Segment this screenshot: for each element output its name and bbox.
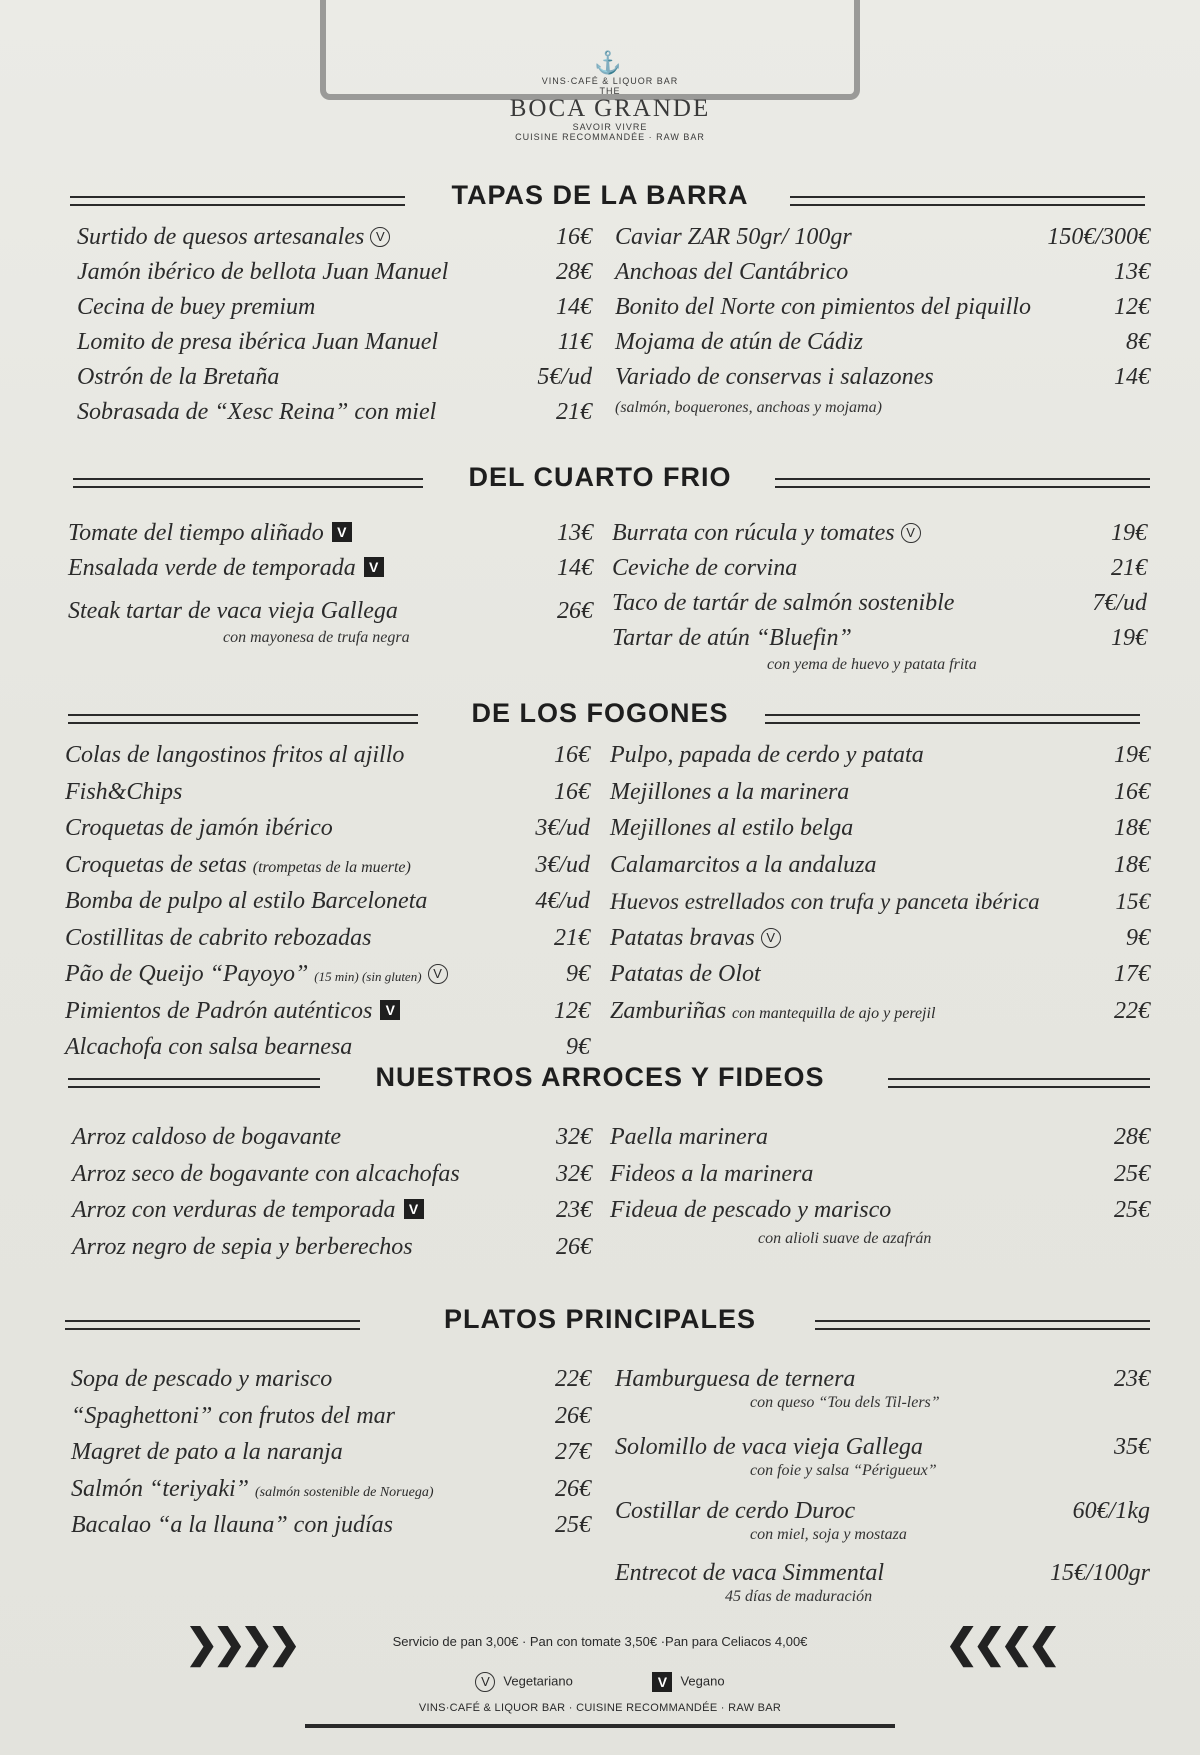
item-price: 23€: [1114, 1366, 1150, 1392]
section-title: PLATOS PRINCIPALES: [443, 1304, 757, 1334]
section-arroces: [0, 1058, 1200, 1260]
item-note: con mayonesa de trufa negra: [223, 629, 410, 646]
item-price: 9€: [566, 961, 590, 987]
menu-item: Costillar de cerdo Duroc 60€/1kg: [615, 1494, 1150, 1526]
section-title: DEL CUARTO FRIO: [468, 462, 732, 492]
column-right: [615, 1362, 1150, 1608]
menu-item: Steak tartar de vaca vieja Gallega 26€: [68, 594, 593, 629]
item-price: 19€: [1114, 742, 1150, 768]
footer-tagline: VINS·CAFÉ & LIQUOR BAR · CUISINE RECOMMANDÉE · RAW BAR: [418, 1702, 782, 1714]
item-price: 18€: [1114, 815, 1150, 841]
logo-motto: SAVOIR VIVRE: [572, 122, 648, 132]
item-price: 19€: [1111, 625, 1147, 651]
item-price: 22€: [555, 1366, 591, 1392]
header-rule-right: [775, 478, 1150, 488]
menu-item: Ostrón de la Bretaña 5€/ud: [77, 360, 592, 395]
footer-rule: [305, 1724, 895, 1728]
item-price: 14€: [556, 294, 592, 320]
menu-item: Magret de pato a la naranja 27€: [71, 1435, 591, 1472]
column-right: [610, 738, 1150, 1030]
menu-item: “Spaghettoni” con frutos del mar 26€: [71, 1399, 591, 1436]
section-header: [0, 1300, 1200, 1344]
column-left: [77, 220, 592, 430]
menu-item: Arroz caldoso de bogavante 32€: [72, 1120, 592, 1157]
item-price: 7€/ud: [1092, 590, 1147, 616]
menu-item: Ensalada verde de temporada V 14€: [68, 551, 593, 586]
bread-service: Servicio de pan 3,00€ · Pan con tomate 3,50€ ·Pan para Celiacos 4,00€: [392, 1634, 808, 1649]
vegan-icon: V: [404, 1199, 424, 1219]
menu-item: Croquetas de jamón ibérico 3€/ud: [65, 811, 590, 848]
item-price: 13€: [557, 520, 593, 546]
section-principales: [0, 1300, 1200, 1605]
vegetarian-icon: V: [428, 964, 448, 984]
menu-item: Patatas bravas V 9€: [610, 921, 1150, 958]
item-price: 25€: [1114, 1160, 1150, 1187]
item-price: 4€/ud: [535, 888, 590, 914]
item-note: (salmón, boquerones, anchoas y mojama): [615, 399, 882, 416]
menu-item: Hamburguesa de ternera 23€: [615, 1362, 1150, 1394]
menu-item: Arroz negro de sepia y berberechos 26€: [72, 1230, 592, 1267]
item-price: 27€: [555, 1439, 591, 1465]
item-price: 26€: [555, 1475, 591, 1502]
item-price: 8€: [1126, 329, 1150, 355]
item-price: 25€: [555, 1512, 591, 1538]
menu-item: Sopa de pescado y marisco 22€: [71, 1362, 591, 1399]
column-left: [65, 738, 590, 1067]
menu-item: Ceviche de corvina 21€: [612, 551, 1147, 586]
item-price: 18€: [1114, 851, 1150, 878]
arrow-left-icon: ❮❮❮❮: [945, 1621, 1056, 1666]
item-note: con miel, soja y mostaza: [750, 1526, 907, 1543]
menu-item: Burrata con rúcula y tomates V 19€: [612, 516, 1147, 551]
item-price: 32€: [556, 1124, 592, 1150]
item-price: 25€: [1114, 1197, 1150, 1223]
menu-item: Surtido de quesos artesanales V 16€: [77, 220, 592, 255]
menu-item: Bonito del Norte con pimientos del piquillo 12€: [615, 290, 1150, 325]
menu-item: Variado de conservas i salazones 14€: [615, 360, 1150, 395]
header-rule-right: [790, 196, 1145, 206]
item-price: 14€: [557, 555, 593, 581]
menu-item: Sobrasada de “Xesc Reina” con miel 21€: [77, 395, 592, 430]
menu-item: Taco de tartár de salmón sostenible 7€/ud: [612, 586, 1147, 621]
item-note: con queso “Tou dels Til-lers”: [750, 1394, 940, 1411]
menu-item: Huevos estrellados con trufa y panceta ibérica 15€: [610, 884, 1150, 921]
item-price: 16€: [556, 224, 592, 250]
section-title: TAPAS DE LA BARRA: [451, 180, 749, 210]
item-price: 32€: [556, 1160, 592, 1187]
column-right: [615, 220, 1150, 419]
header-rule-right: [888, 1078, 1150, 1088]
menu-item: Pulpo, papada de cerdo y patata 19€: [610, 738, 1150, 775]
section-title: NUESTROS ARROCES Y FIDEOS: [375, 1062, 825, 1092]
section-fogones: [0, 694, 1200, 1060]
column-right: [610, 1120, 1150, 1250]
vegetarian-icon: V: [761, 928, 781, 948]
vegetarian-icon: V: [370, 227, 390, 247]
item-price: 17€: [1114, 961, 1150, 987]
section-title: DE LOS FOGONES: [471, 698, 729, 728]
item-price: 15€: [1115, 889, 1150, 914]
menu-item: Bomba de pulpo al estilo Barceloneta 4€/ud: [65, 884, 590, 921]
item-price: 28€: [556, 259, 592, 285]
item-price: 150€/300€: [1047, 224, 1150, 250]
item-price: 11€: [557, 329, 592, 355]
restaurant-logo: [480, 50, 740, 142]
column-right: [612, 516, 1147, 676]
header-rule-right: [815, 1320, 1150, 1330]
menu-item: Anchoas del Cantábrico 13€: [615, 255, 1150, 290]
section-header: [0, 1058, 1200, 1102]
menu-item: Croquetas de setas (trompetas de la muerte) 3€/ud: [65, 848, 590, 885]
item-price: 12€: [1114, 294, 1150, 320]
legend-vegan: V Vegano: [652, 1672, 724, 1692]
menu-item: Mojama de atún de Cádiz 8€: [615, 325, 1150, 360]
diet-legend: [0, 1672, 1200, 1692]
item-note: con yema de huevo y patata frita: [767, 656, 977, 673]
logo-article: THE: [599, 86, 621, 96]
section-header: [0, 458, 1200, 502]
vegan-icon: V: [380, 1000, 400, 1020]
logo-top-text: VINS·CAFÉ & LIQUOR BAR: [541, 76, 679, 86]
menu-item: Salmón “teriyaki” (salmón sostenible de Noruega) 26€: [71, 1472, 591, 1509]
menu-item: Fideos a la marinera 25€: [610, 1157, 1150, 1194]
menu-item: Costillitas de cabrito rebozadas 21€: [65, 921, 590, 958]
item-note: 45 días de maduración: [725, 1588, 873, 1605]
vegan-icon: V: [652, 1672, 672, 1692]
item-price: 35€: [1114, 1434, 1150, 1460]
item-price: 9€: [566, 1034, 590, 1060]
menu-item: Tartar de atún “Bluefin” 19€: [612, 621, 1147, 656]
menu-item: Solomillo de vaca vieja Gallega 35€: [615, 1430, 1150, 1462]
item-price: 14€: [1114, 364, 1150, 390]
menu-item: Zamburiñas con mantequilla de ajo y perejil 22€: [610, 994, 1150, 1031]
menu-item: Arroz seco de bogavante con alcachofas 32€: [72, 1157, 592, 1194]
vegetarian-icon: V: [475, 1672, 495, 1692]
item-price: 21€: [1111, 555, 1147, 581]
item-price: 16€: [554, 778, 590, 805]
item-price: 26€: [555, 1402, 591, 1429]
menu-item: Mejillones al estilo belga 18€: [610, 811, 1150, 848]
vegan-icon: V: [364, 557, 384, 577]
menu-item: Entrecot de vaca Simmental 15€/100gr: [615, 1556, 1150, 1588]
item-price: 26€: [556, 1233, 592, 1260]
menu-item: Patatas de Olot 17€: [610, 957, 1150, 994]
menu-item: Tomate del tiempo aliñado V 13€: [68, 516, 593, 551]
item-price: 5€/ud: [537, 364, 592, 390]
menu-item: Alcachofa con salsa bearnesa 9€: [65, 1030, 590, 1067]
logo-brand: BOCA GRANDE: [509, 95, 711, 122]
menu-item: Mejillones a la marinera 16€: [610, 775, 1150, 812]
anchor-icon: ⚓: [594, 50, 626, 75]
item-price: 13€: [1114, 259, 1150, 285]
menu-item: Caviar ZAR 50gr/ 100gr 150€/300€: [615, 220, 1150, 255]
item-price: 26€: [557, 598, 593, 624]
item-price: 16€: [1114, 778, 1150, 805]
column-left: [71, 1362, 591, 1545]
menu-item: Colas de langostinos fritos al ajillo 16€: [65, 738, 590, 775]
item-price: 21€: [554, 924, 590, 951]
menu-item: Bacalao “a la llauna” con judías 25€: [71, 1508, 591, 1545]
item-price: 12€: [554, 997, 590, 1024]
vegetarian-icon: V: [901, 523, 921, 543]
header-rule-right: [765, 714, 1140, 724]
legend-vegetarian: V Vegetariano: [475, 1672, 572, 1692]
item-price: 28€: [1114, 1124, 1150, 1150]
menu-item: Paella marinera 28€: [610, 1120, 1150, 1157]
item-price: 21€: [556, 399, 592, 425]
menu-item: Calamarcitos a la andaluza 18€: [610, 848, 1150, 885]
item-price: 3€/ud: [535, 815, 590, 841]
logo-bottom-text: CUISINE RECOMMANDÉE · RAW BAR: [515, 132, 705, 142]
menu-item: Cecina de buey premium 14€: [77, 290, 592, 325]
section-header: [0, 176, 1200, 220]
item-price: 23€: [556, 1197, 592, 1223]
menu-item: Arroz con verduras de temporada V 23€: [72, 1193, 592, 1230]
menu-item: Jamón ibérico de bellota Juan Manuel 28€: [77, 255, 592, 290]
item-price: 9€: [1126, 924, 1150, 951]
item-price: 19€: [1111, 520, 1147, 546]
arrow-right-icon: ❯❯❯❯: [185, 1621, 296, 1666]
item-price: 3€/ud: [535, 851, 590, 878]
menu-item: Pão de Queijo “Payoyo” (15 min) (sin gluten) V 9€: [65, 957, 590, 994]
column-left: [72, 1120, 592, 1266]
section-tapas: [0, 176, 1200, 425]
item-note: con foie y salsa “Périgueux”: [750, 1462, 937, 1479]
menu-item: Fideua de pescado y marisco 25€: [610, 1193, 1150, 1230]
section-cuarto-frio: [0, 458, 1200, 673]
menu-item: Pimientos de Padrón auténticos V 12€: [65, 994, 590, 1031]
menu-item: Fish&Chips 16€: [65, 775, 590, 812]
column-left: [68, 516, 593, 649]
item-price: 60€/1kg: [1072, 1498, 1150, 1524]
item-price: 22€: [1114, 997, 1150, 1024]
item-price: 16€: [554, 742, 590, 768]
section-header: [0, 694, 1200, 738]
menu-item: Lomito de presa ibérica Juan Manuel 11€: [77, 325, 592, 360]
item-price: 15€/100gr: [1049, 1560, 1150, 1586]
vegan-icon: V: [332, 522, 352, 542]
item-note: con alioli suave de azafrán: [758, 1229, 932, 1247]
